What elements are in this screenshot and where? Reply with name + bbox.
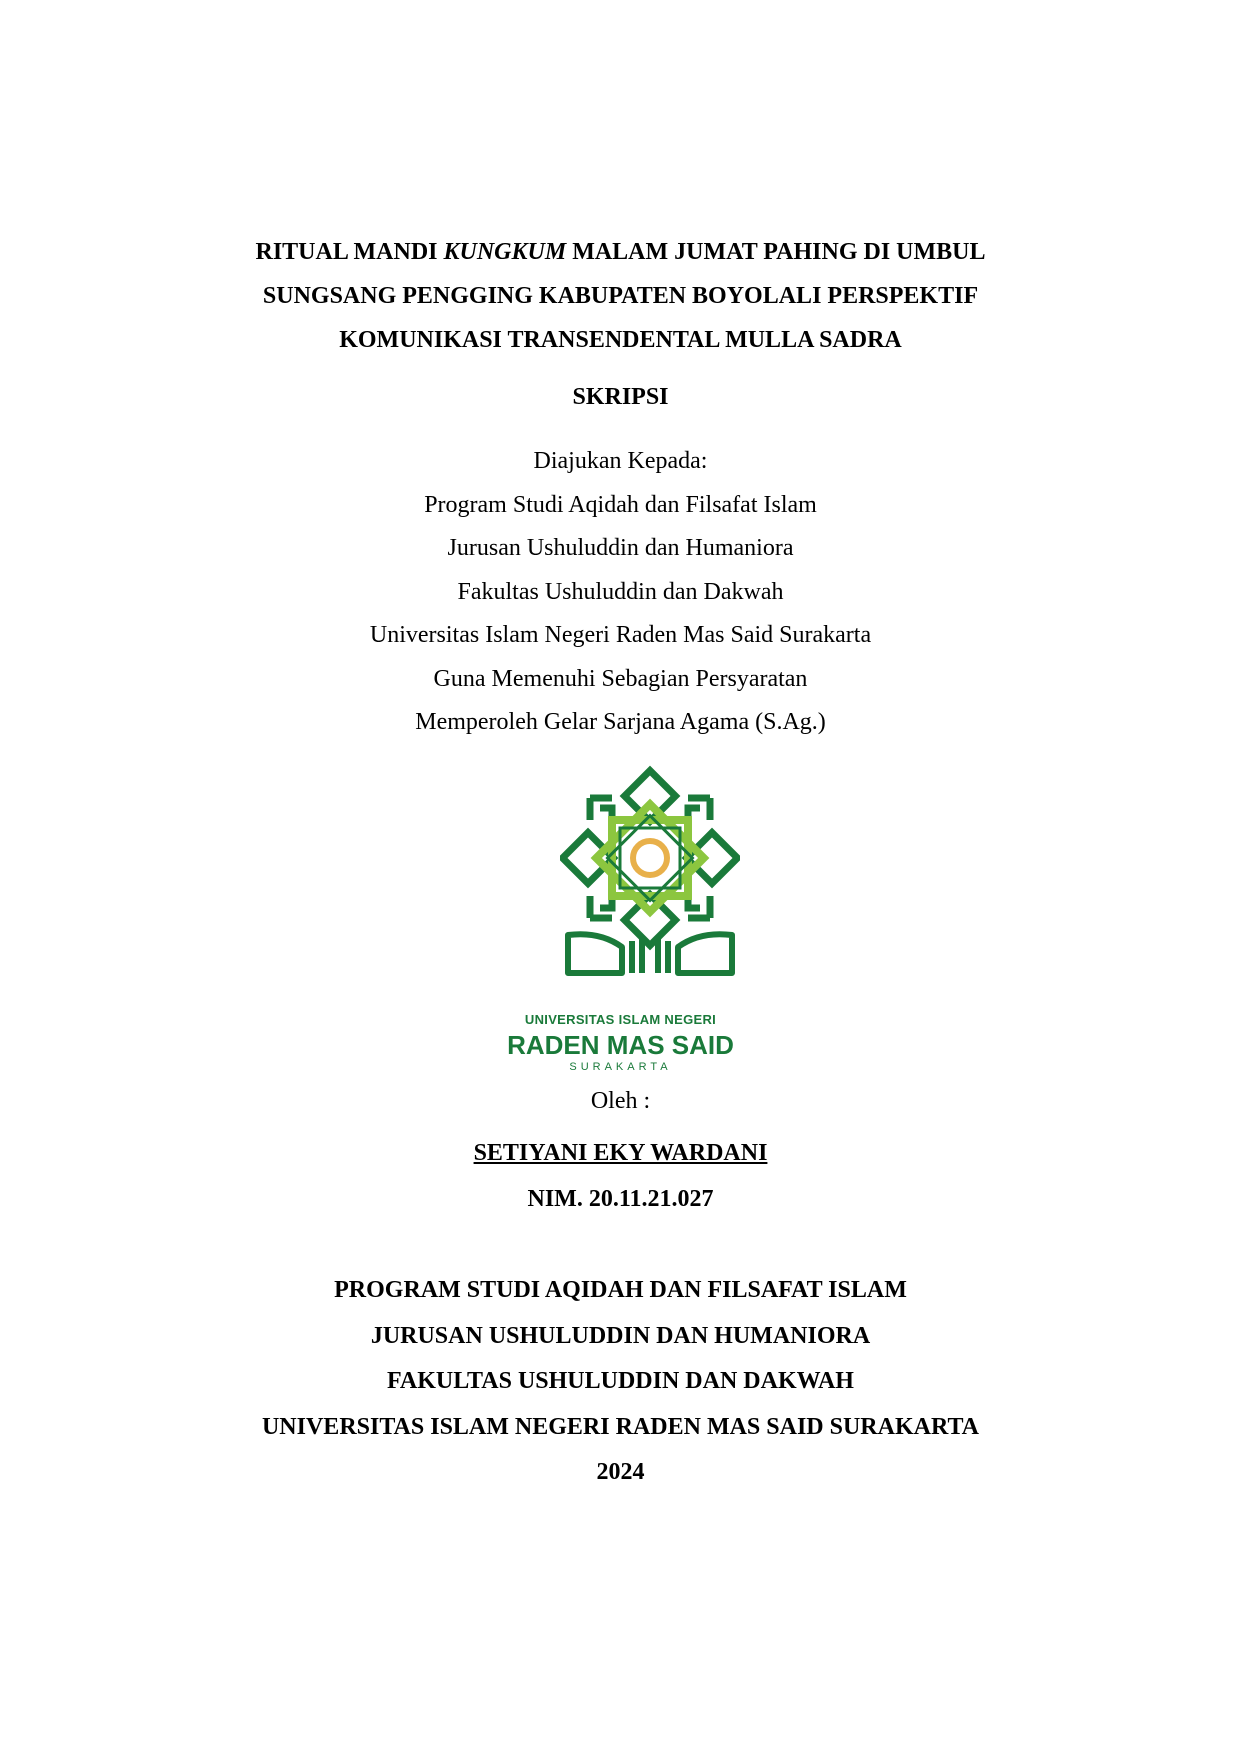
footer-line: JURUSAN USHULUDDIN DAN HUMANIORA [370, 1322, 871, 1349]
logo-top-text: UNIVERSITAS ISLAM NEGERI [524, 1012, 717, 1027]
university-emblem-icon [560, 763, 740, 1011]
footer-line: FAKULTAS USHULUDDIN DAN DAKWAH [387, 1368, 854, 1394]
submission-line: Jurusan Ushuluddin dan Humaniora [447, 535, 794, 561]
title-line-2: SUNGSANG PENGGING KABUPATEN BOYOLALI PERSPEKTIF [262, 283, 979, 309]
submission-line: Universitas Islam Negeri Raden Mas Said Surakarta [369, 622, 872, 648]
submission-line: Diajukan Kepada: [533, 448, 708, 474]
footer-year: 2024 [596, 1459, 645, 1485]
thesis-title [0, 230, 1241, 362]
title-italic-word: KUNGKUM [443, 239, 567, 265]
open-book-icon [568, 934, 732, 973]
footer-line: PROGRAM STUDI AQIDAH DAN FILSAFAT ISLAM [334, 1277, 907, 1303]
title-line-1: RITUAL MANDI KUNGKUM MALAM JUMAT PAHING DI UMBUL [255, 239, 986, 265]
footer-line: UNIVERSITAS ISLAM NEGERI RADEN MAS SAID SURAKARTA [261, 1413, 980, 1440]
logo-city-text: SURAKARTA [569, 1061, 672, 1073]
title-line-3: KOMUNIKASI TRANSENDENTAL MULLA SADRA [339, 327, 902, 353]
star-center [633, 841, 667, 875]
submission-line: Fakultas Ushuluddin dan Dakwah [457, 578, 784, 605]
author-name: SETIYANI EKY WARDANI [473, 1140, 768, 1166]
submission-block [0, 440, 1241, 745]
logo-name-text: RADEN MAS SAID [507, 1030, 734, 1060]
institution-footer [0, 1268, 1241, 1496]
document-type: SKRIPSI [572, 384, 669, 410]
submission-line: Guna Memenuhi Sebagian Persyaratan [433, 665, 808, 692]
student-id: NIM. 20.11.21.027 [527, 1186, 714, 1212]
by-label: Oleh : [590, 1088, 651, 1114]
submission-line: Memperoleh Gelar Sarjana Agama (S.Ag.) [415, 709, 826, 735]
submission-line: Program Studi Aqidah dan Filsafat Islam [424, 491, 817, 518]
